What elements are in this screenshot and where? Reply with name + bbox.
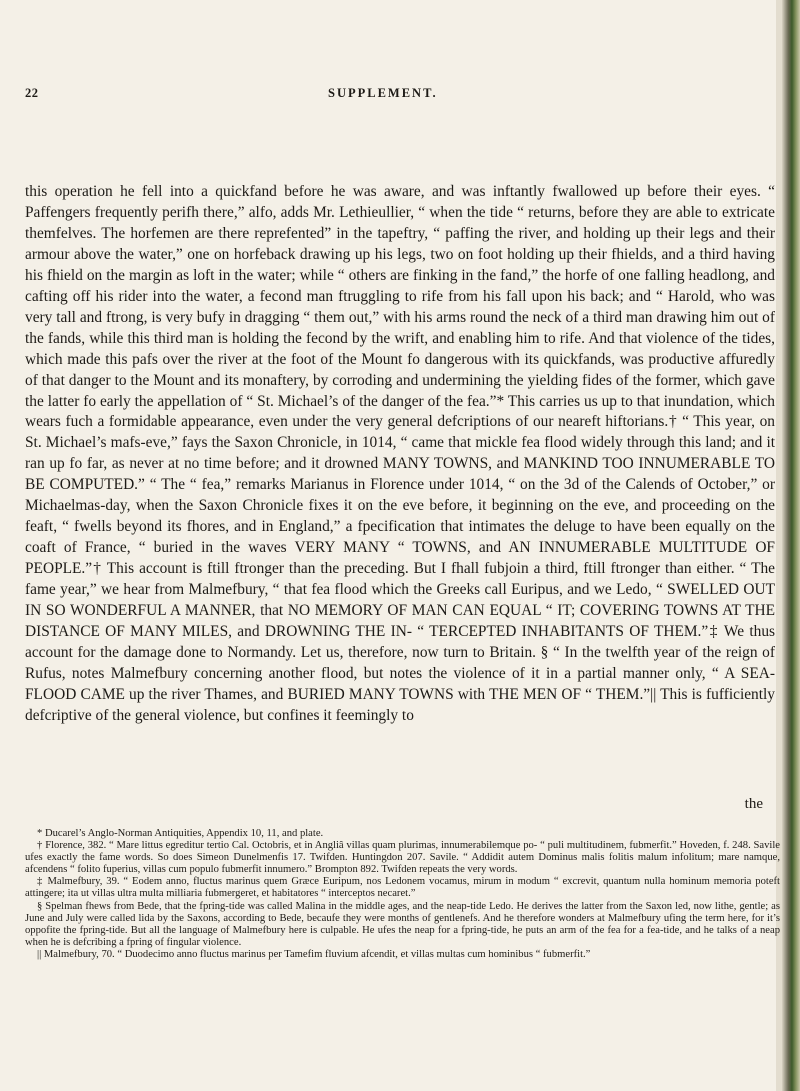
main-text [25,182,775,727]
footnote: * Ducarel’s Anglo-Norman Antiquities, Appendix 10, 11, and plate. [37,828,324,839]
paragraph: this operation he fell into a quickfand before he was aware, and was inftantly fwallowed up before their eyes. “ Paffengers frequently perifh there,” alfo, adds Mr. Lethieullier, “ when the tide “ returns, before they are able to extricate themfelves. The horfemen are there reprefented” in the tapeftry, “ paffing the river, and holding up their legs and their armour above the water,” one on horfeback drawing up his legs, two on foot holding up their fhields, and a third having his fhield on the margin as loft in the water; while “ others are finking in the fand,” the horfe of one falling headlong, and cafting off his rider into the water, a fecond man ftruggling to rife from his fall upon his back; and “ Harold, who was very tall and ftrong, is very bufy in dragging “ them out,” with his arms round the neck of a third man drawing him out of the fands, while this third man is holding the fecond by the wrift, and enabling him to rife. And that violence of the tides, which made this pafs over the river at the foot of the Mount fo dangerous with its quickfands, was productive affuredly of that danger to the Mount and its monaftery, by corroding and undermining the yielding fides of the former, which gave the latter fo early the appellation of “ St. Michael’s of the danger of the fea.”* This carries us up to that inundation, which wears fuch a formidable appearance, even under the very general defcriptions of our neareft hiftorians.† “ This year, on St. Michael’s mafs-eve,” fays the Saxon Chronicle, in 1014, “ came that mickle fea flood widely through this land; and it ran up fo far, as never at no time before; and it drowned MANY TOWNS, and MANKIND TOO INNUMERABLE TO BE COMPUTED.” “ The “ fea,” remarks Marianus in Florence under 1014, “ on the 3d of the Calends of October,” or Michaelmas-day, when the Saxon Chronicle fixes it on the eve before, it beginning on the eve, and proceeding on the feaft, “ fwells beyond its fhores, and in England,” a fpecification that intimates the deluge to have been equally on the coaft of France, “ buried in the waves VERY MANY “ TOWNS, and AN INNUMERABLE MULTITUDE OF PEOPLE.”† This account is ftill ftronger than the preceding. But I fhall fubjoin a third, ftill ftronger than either. “ The fame year,” we hear from Malmefbury, “ that fea flood which the Greeks call Euripus, and we Ledo, “ SWELLED OUT IN SO WONDERFUL A MANNER, that NO MEMORY OF MAN CAN EQUAL “ IT; COVERING TOWNS AT THE DISTANCE OF MANY MILES, and DROWNING THE IN- “ TERCEPTED INHABITANTS OF THEM.”‡ We thus account for the damage done to Normandy. Let us, therefore, now turn to Britain. § “ In the twelfth year of the reign of Rufus, notes Malmefbury concerning another flood, but notes the violence of it in a partial manner only, “ A SEA-FLOOD CAME up the river Thames, and BURIED MANY TOWNS with THE MEN OF “ THEM.”|| This is fufficiently defcriptive of the general violence, but confines it feemingly to [25,183,775,724]
footnote: ‡ Malmefbury, 39. “ Eodem anno, fluctus marinus quem Græce Euripum, nos Ledonem vocamus, mirum in modum “ excrevit, quantum nulla hominum memoria poteft attingere; ita ut villas ultra multa milliaria fubmergeret, et habitatores “ interceptos necaret.” [25,876,780,900]
page-number: 22 [25,86,39,100]
book-spine-edge [782,0,800,1091]
footnote: † Florence, 382. “ Mare littus egreditur tertio Cal. Octobris, et in Angliâ villas quam plurimas, innumerabilemque po- “ puli multitudinem, fubmerfit.” Hoveden, f. 248. Savile ufes exactly the fame words. So does Simeon Dunelmenfis 17. Twifden. Huntingdon 207. Savile. “ Addidit autem Dominus malis folitis malum infolitum; mare namque, afcendens “ folito fuperius, villas cum populo fubmerfit innumero.” Brompton 892. Twifden repeats the very words. [25,840,780,876]
footnotes [25,828,780,961]
footnote: || Malmefbury, 70. “ Duodecimo anno fluctus marinus per Tamefim fluvium afcendit, et villas multas cum hominibus “ fubmerfit.” [37,948,591,960]
catchword: the [744,796,763,812]
running-head: SUPPLEMENT. [328,86,438,100]
footnote: § Spelman fhews from Bede, that the fpring-tide was called Malina in the middle ages, and the neap-tide Ledo. He derives the latter from the Saxon led, now lithe, gentle; as June and July were called lida by the Saxons, according to Bede, becaufe they were months of gentlenefs. And he therefore wonders at Malmefbury ufing the term here, for it’s oppofite the fpring-tide. But all the language of Malmefbury here is culpable. He ufes the neap for a fpring-tide, he puts an arm of the fea for a fea-tide, and he talks of a neap when he is defcribing a fpring of fingular violence. [25,900,780,948]
